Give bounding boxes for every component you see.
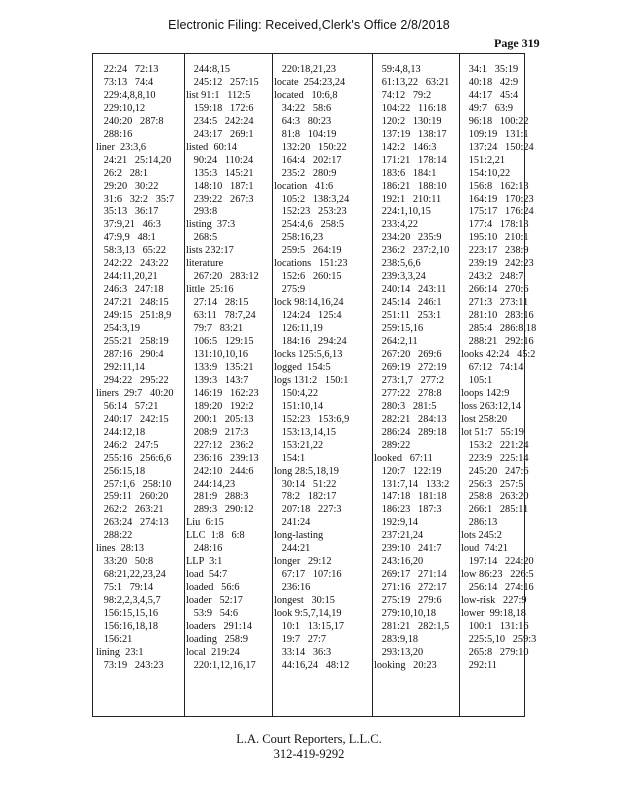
index-entry: 236:16 [274,582,311,594]
index-entry: 105:1 [461,374,493,386]
index-entry: 186:21 188:10 [374,180,447,192]
index-column-5 [461,64,536,673]
index-entry: 124:24 125:4 [274,310,342,322]
index-entry: 164:4 202:17 [274,154,342,166]
index-entry: 239:3,3,24 [374,271,426,283]
index-entry: logged 154:5 [274,361,331,373]
index-entry: 264:2,11 [374,336,418,348]
index-entry: 177:4 178:13 [461,219,529,231]
index-entry: 44:16,24 48:12 [274,659,350,671]
index-entry: 224:1,10,15 [374,206,431,218]
index-entry: 241:24 [274,517,311,529]
index-entry: 259:15,16 [374,323,424,335]
index-entry: 19:7 27:7 [274,633,327,645]
index-entry: long 28:5,18,19 [274,465,339,477]
index-entry: 263:24 274:13 [96,517,169,529]
index-entry: 67:17 107:16 [274,569,342,581]
index-entry: LLP 3:1 [186,556,223,568]
index-entry: 275:19 279:6 [374,595,442,607]
index-entry: 294:22 295:22 [96,374,169,386]
index-entry: 208:9 217:3 [186,426,249,438]
index-entry: literature [186,258,224,270]
index-entry: 256:15,18 [96,465,146,477]
index-entry: 287:16 290:4 [96,348,164,360]
index-entry: low 86:23 226:5 [461,569,534,581]
index-entry: 233:4,22 [374,219,419,231]
index-entry: 142:2 146:3 [374,141,437,153]
index-entry: 37:9,21 46:3 [96,219,161,231]
index-table [92,53,537,717]
index-entry: 273:1,7 277:2 [374,374,445,386]
index-entry: 288:22 [96,530,133,542]
index-entry: 236:16 239:13 [186,452,259,464]
index-entry: 164:19 170:23 [461,193,534,205]
index-entry: 183:6 184:1 [374,167,437,179]
index-entry: locate 254:23,24 [274,76,346,88]
index-entry: 59:4,8,13 [374,64,421,75]
index-entry: 267:20 269:6 [374,348,442,360]
index-entry: loader 52:17 [186,595,243,607]
index-entry: loud 74:21 [461,543,508,555]
index-entry: 96:18 100:22 [461,115,529,127]
index-entry: loss 263:12,14 [461,400,522,412]
index-entry: 245:14 246:1 [374,297,442,309]
index-entry: 192:1 210:11 [374,193,442,205]
index-entry: longer 29:12 [274,556,332,568]
index-entry: little 25:16 [186,284,234,296]
index-entry: 244:14,23 [186,478,236,490]
index-entry: 151:10,14 [274,400,324,412]
index-entry: 269:19 272:19 [374,361,447,373]
index-entry: 256:14 274:16 [461,582,534,594]
index-entry: 220:18,21,23 [274,64,337,75]
index-entry: 184:16 294:24 [274,336,347,348]
index-entry: 73:19 243:23 [96,659,164,671]
index-entry: 146:19 162:23 [186,387,259,399]
index-entry: 238:5,6,6 [374,258,421,270]
index-entry: 280:3 281:5 [374,400,437,412]
index-entry: 133:9 135:21 [186,361,254,373]
index-entry: loading 258:9 [186,633,249,645]
index-entry: 171:21 178:14 [374,154,447,166]
index-entry: 266:1 285:11 [461,504,529,516]
index-entry: looks 42:24 45:2 [461,348,536,360]
index-entry: 137:19 138:17 [374,128,447,140]
index-entry: 31:6 32:2 35:7 [96,193,175,205]
index-entry: 200:1 205:13 [186,413,254,425]
index-entry: 104:22 116:18 [374,102,447,114]
index-entry: 292:11 [461,659,497,671]
index-entry: 78:2 182:17 [274,491,337,503]
index-entry: loaded 56:6 [186,582,240,594]
index-entry: loaders 291:14 [186,620,253,632]
index-entry: 148:10 187:1 [186,180,254,192]
index-entry: 262:2 263:21 [96,504,164,516]
index-entry: 53:9 54:6 [186,608,239,620]
index-entry: 156:21 [96,633,133,645]
index-entry: 293:13,20 [374,646,424,658]
index-entry: 258:16,23 [274,232,324,244]
index-entry: lots 245:2 [461,530,502,542]
index-entry: 10:1 13:15,17 [274,620,345,632]
index-entry: 235:2 280:9 [274,167,337,179]
index-entry: 197:14 224:20 [461,556,534,568]
index-entry: 152:6 260:15 [274,271,342,283]
index-entry: 251:11 253:1 [374,310,442,322]
index-entry: 132:20 150:22 [274,141,347,153]
index-entry: 81:8 104:19 [274,128,337,140]
column-divider [184,54,185,716]
index-entry: 34:22 58:6 [274,102,332,114]
column-divider [459,54,460,716]
index-entry: 153:21,22 [274,439,324,451]
index-entry: locations 151:23 [274,258,348,270]
index-entry: 223:9 225:14 [461,452,529,464]
index-entry: look 9:5,7,14,19 [274,608,342,620]
index-entry: 242:22 243:22 [96,258,169,270]
index-entry: 22:24 72:13 [96,64,159,75]
index-entry: 234:20 235:9 [374,232,442,244]
index-entry: 153:13,14,15 [274,426,337,438]
index-entry: loops 142:9 [461,387,510,399]
index-entry: 244:8,15 [186,64,231,75]
index-entry: lines 28:13 [96,543,145,555]
index-entry: 35:13 36:17 [96,206,159,218]
index-entry: 244:11,20,21 [96,271,158,283]
footer-phone: 312-419-9292 [273,747,345,761]
index-entry: 279:10,10,18 [374,608,437,620]
index-entry: 258:8 263:20 [461,491,529,503]
index-entry: 256:3 257:5 [461,478,524,490]
index-entry: 153:2 221:24 [461,439,529,451]
index-entry: 152:23 253:23 [274,206,347,218]
index-entry: 195:10 210:1 [461,232,529,244]
index-entry: 33:14 36:3 [274,646,332,658]
index-entry: looked 67:11 [374,452,433,464]
index-entry: 286:24 289:18 [374,426,447,438]
index-entry: 40:18 42:9 [461,76,519,88]
index-entry: 131:10,10,16 [186,348,249,360]
index-entry: 285:4 286:8,18 [461,323,537,335]
index-entry: 159:18 172:6 [186,102,254,114]
index-entry: 227:12 236:2 [186,439,254,451]
index-entry: 220:1,12,16,17 [186,659,256,671]
index-entry: 254:4,6 258:5 [274,219,345,231]
page-number: Page 319 [494,36,540,50]
index-entry: 24:21 25:14,20 [96,154,172,166]
index-entry: 288:21 292:16 [461,336,534,348]
index-entry: lining 23:1 [96,646,144,658]
index-entry: 154:10,22 [461,167,511,179]
index-entry: 244:21 [274,543,311,555]
index-entry: 152:23 153:6,9 [274,413,350,425]
index-entry: 281:21 282:1,5 [374,620,450,632]
index-entry: 268:5 [186,232,218,244]
index-entry: 239:22 267:3 [186,193,254,205]
index-entry: 292:11,14 [96,361,145,373]
index-entry: 44:17 45:4 [461,89,519,101]
index-entry: 254:3,19 [96,323,141,335]
index-entry: longest 30:15 [274,595,335,607]
index-entry: 106:5 129:15 [186,336,254,348]
index-entry: 139:3 143:7 [186,374,249,386]
footer-company: L.A. Court Reporters, L.L.C. [236,732,382,746]
index-entry: 271:3 273:11 [461,297,529,309]
index-entry: 175:17 176:24 [461,206,534,218]
index-entry: Liu 6:15 [186,517,224,529]
index-entry: lock 98:14,16,24 [274,297,344,309]
index-entry: 245:20 247:6 [461,465,529,477]
index-entry: lost 258:20 [461,413,508,425]
index-entry: 246:2 247:5 [96,439,159,451]
index-entry: 120:7 122:19 [374,465,442,477]
index-column-1 [96,64,174,673]
index-entry: 67:12 74:14 [461,361,524,373]
index-entry: 225:5,10 259:3 [461,633,537,645]
index-entry: 259:5 264:19 [274,245,342,257]
index-entry: 237:21,24 [374,530,424,542]
index-entry: 100:1 131:16 [461,620,529,632]
index-entry: LLC 1:8 6:8 [186,530,245,542]
index-entry: 109:19 131:1 [461,128,529,140]
index-entry: 265:8 279:10 [461,646,529,658]
filing-header: Electronic Filing: Received,Clerk's Office 2/8/2018 [168,18,450,32]
index-entry: location 41:6 [274,180,334,192]
column-divider [372,54,373,716]
index-entry: 239:10 241:7 [374,543,442,555]
index-entry: 186:23 187:3 [374,504,442,516]
index-entry: 61:13,22 63:21 [374,76,450,88]
index-entry: 98:2,2,3,4,5,7 [96,595,161,607]
index-entry: 234:5 242:24 [186,115,254,127]
index-entry: liners 29:7 40:20 [96,387,174,399]
index-entry: 243:16,20 [374,556,424,568]
index-entry: 286:13 [461,517,498,529]
index-entry: 269:17 271:14 [374,569,447,581]
index-entry: located 10:6,8 [274,89,338,101]
index-entry: logs 131:2 150:1 [274,374,349,386]
index-entry: 47:9,9 48:1 [96,232,156,244]
index-entry: 223:17 238:9 [461,245,529,257]
index-entry: 239:19 242:23 [461,258,534,270]
index-column-2 [186,64,259,673]
index-entry: 68:21,22,23,24 [96,569,166,581]
index-entry: 30:14 51:22 [274,478,337,490]
index-entry: lot 51:7 55:19 [461,426,524,438]
index-entry: lower 99:18,18 [461,608,526,620]
index-entry: 33:20 50:8 [96,556,154,568]
index-entry: 147:18 181:18 [374,491,447,503]
index-entry: 245:12 257:15 [186,76,259,88]
index-entry: 288:16 [96,128,133,140]
index-entry: locks 125:5,6,13 [274,348,343,360]
index-entry: 105:2 138:3,24 [274,193,350,205]
index-entry: 120:2 130:19 [374,115,442,127]
index-entry: 240:17 242:15 [96,413,169,425]
index-entry: 63:11 78:7,24 [186,310,256,322]
index-entry: 229:10,12 [96,102,146,114]
index-entry: 74:12 79:2 [374,89,432,101]
index-entry: 229:4,8,8,10 [96,89,156,101]
index-entry: 29:20 30:22 [96,180,159,192]
index-entry: 277:22 278:8 [374,387,442,399]
index-entry: 243:17 269:1 [186,128,254,140]
index-entry: 249:15 251:8,9 [96,310,172,322]
index-entry: low-risk 227:9 [461,595,527,607]
index-entry: 137:24 150:24 [461,141,534,153]
index-entry: liner 23:3,6 [96,141,147,153]
index-entry: 259:11 260:20 [96,491,169,503]
index-entry: 281:9 288:3 [186,491,249,503]
index-entry: 266:14 270:6 [461,284,529,296]
index-entry: 240:20 287:8 [96,115,164,127]
index-entry: 26:2 28:1 [96,167,149,179]
index-entry: 189:20 192:2 [186,400,254,412]
index-entry: 34:1 35:19 [461,64,519,75]
index-entry: listed 60:14 [186,141,237,153]
index-entry: list 91:1 112:5 [186,89,251,101]
index-entry: 243:2 248:7 [461,271,524,283]
index-entry: 154:1 [274,452,306,464]
index-entry: 248:16 [186,543,223,555]
index-entry: 56:14 57:21 [96,400,159,412]
index-column-3 [274,64,349,673]
index-entry: 151:2,21 [461,154,506,166]
index-entry: 246:3 247:18 [96,284,164,296]
index-entry: 289:22 [374,439,411,451]
index-entry: long-lasting [274,530,324,542]
index-entry: 289:3 290:12 [186,504,254,516]
index-entry: 156:15,15,16 [96,608,159,620]
index-entry: 126:11,19 [274,323,323,335]
index-entry: 236:2 237:2,10 [374,245,450,257]
index-entry: 207:18 227:3 [274,504,342,516]
index-entry: 275:9 [274,284,306,296]
column-divider [272,54,273,716]
index-entry: listing 37:3 [186,219,236,231]
index-entry: lists 232:17 [186,245,234,257]
index-entry: 135:3 145:21 [186,167,254,179]
index-entry: 257:1,6 258:10 [96,478,172,490]
index-entry: 247:21 248:15 [96,297,169,309]
index-entry: 73:13 74:4 [96,76,154,88]
index-entry: load 54:7 [186,569,228,581]
index-entry: 283:9,18 [374,633,419,645]
index-entry: 156:8 162:13 [461,180,529,192]
index-entry: 79:7 83:21 [186,323,244,335]
index-entry: 58:3,13 65:22 [96,245,167,257]
index-entry: 281:10 283:16 [461,310,534,322]
index-entry: 255:16 256:6,6 [96,452,172,464]
index-entry: 156:16,18,18 [96,620,159,632]
index-entry: 75:1 79:14 [96,582,154,594]
index-entry: 49:7 63:9 [461,102,514,114]
index-entry: 282:21 284:13 [374,413,447,425]
index-entry: 255:21 258:19 [96,336,169,348]
index-column-4 [374,64,449,673]
index-entry: 90:24 110:24 [186,154,254,166]
index-entry: 244:12,18 [96,426,146,438]
index-entry: 64:3 80:23 [274,115,332,127]
index-entry: 131:7,14 133:2 [374,478,450,490]
index-entry: 271:16 272:17 [374,582,447,594]
index-entry: 27:14 28:15 [186,297,249,309]
index-entry: local 219:24 [186,646,240,658]
index-entry: 192:9,14 [374,517,419,529]
index-entry: 150:4,22 [274,387,319,399]
index-entry: looking 20:23 [374,659,437,671]
index-entry: 242:10 244:6 [186,465,254,477]
index-entry: 240:14 243:11 [374,284,447,296]
index-entry: 293:8 [186,206,218,218]
index-entry: 267:20 283:12 [186,271,259,283]
